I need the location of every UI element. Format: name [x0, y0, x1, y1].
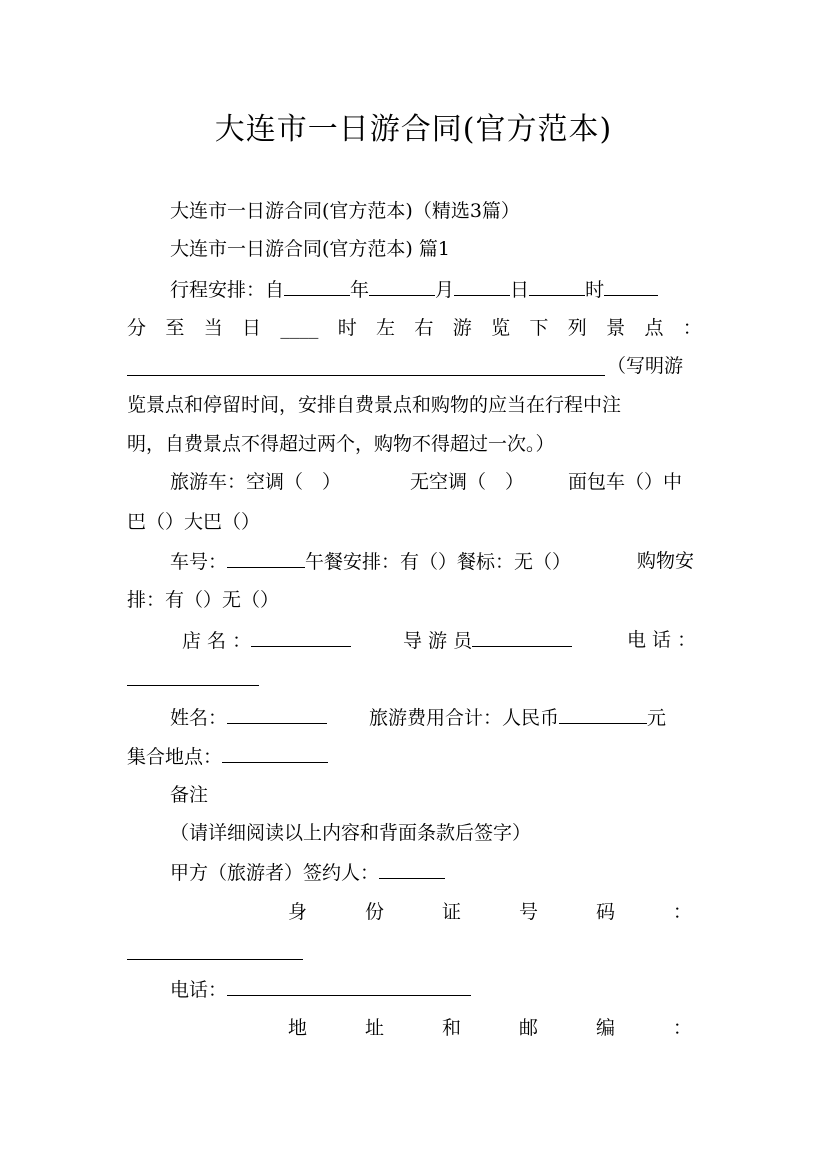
- note-text: 览景点和停留时间，安排自费景点和购物的应当在行程中注: [127, 394, 622, 416]
- itinerary-label: 行程安排：自: [170, 279, 285, 301]
- guide-line: 导 游 员: [403, 628, 572, 653]
- itinerary-continuation: 分 至 当 日 ____ 时 左 右 游 览 下 列 景 点 ：: [127, 317, 702, 339]
- vehicle-line: 车号： 午餐安排：有（）餐标：无（）: [170, 551, 572, 573]
- document-title: 大连市一日游合同(官方范本): [214, 112, 613, 147]
- remarks-label: 备注: [170, 784, 209, 806]
- bus-option-size: 巴（）大巴（）: [127, 511, 261, 533]
- name-line: 姓名：: [170, 705, 327, 730]
- blank-rule: [127, 375, 605, 376]
- blank-field: [529, 277, 585, 296]
- blank-field: [604, 277, 658, 296]
- month-label: 月: [435, 279, 455, 301]
- bus-option-noac: 无空调（ ）: [410, 471, 525, 493]
- blank-field: [472, 628, 572, 647]
- bus-option-van: 面包车（）中: [568, 471, 683, 493]
- address-line: 地 址 和 邮 编 ：: [288, 1017, 692, 1039]
- shopping-label: 购物安: [637, 550, 695, 572]
- signatory-line: 甲方（旅游者）签约人：: [170, 860, 445, 885]
- id-number-line: 身 份 证 号 码 ：: [288, 901, 692, 923]
- day-label: 日: [510, 279, 530, 301]
- bus-option-ac: 旅游车：空调（ ）: [170, 471, 342, 493]
- blank-field: [379, 860, 445, 879]
- note-text: 明，自费景点不得超过两个，购物不得超过一次。）: [127, 433, 555, 455]
- itinerary-line: [170, 277, 658, 302]
- phone-label: 电 话 ：: [627, 629, 697, 651]
- note-text: （写明游: [607, 355, 684, 377]
- hour-label: 时: [585, 279, 605, 301]
- store-line: 店 名 ：: [182, 628, 351, 653]
- blank-rule: [127, 685, 259, 686]
- blank-field: [559, 705, 647, 724]
- blank-field: [227, 549, 305, 568]
- blank-field: [251, 628, 351, 647]
- blank-rule: [127, 959, 303, 960]
- meeting-point-line: 集合地点：: [127, 744, 328, 769]
- shopping-options: 排：有（）无（）: [127, 589, 280, 611]
- blank-field: [454, 277, 510, 296]
- phone-line: 电话：: [170, 977, 471, 1002]
- blank-field: [227, 977, 471, 996]
- blank-field: [227, 705, 327, 724]
- year-label: 年: [350, 279, 370, 301]
- remarks-text: （请详细阅读以上内容和背面条款后签字）: [170, 822, 532, 844]
- fee-line: 旅游费用合计：人民币 元: [369, 707, 667, 729]
- subtitle-line: 大连市一日游合同(官方范本)（精选3篇）: [170, 200, 520, 222]
- blank-field: [369, 277, 435, 296]
- blank-field: [284, 277, 350, 296]
- section-heading: 大连市一日游合同(官方范本) 篇1: [170, 238, 450, 260]
- blank-field: [222, 744, 328, 763]
